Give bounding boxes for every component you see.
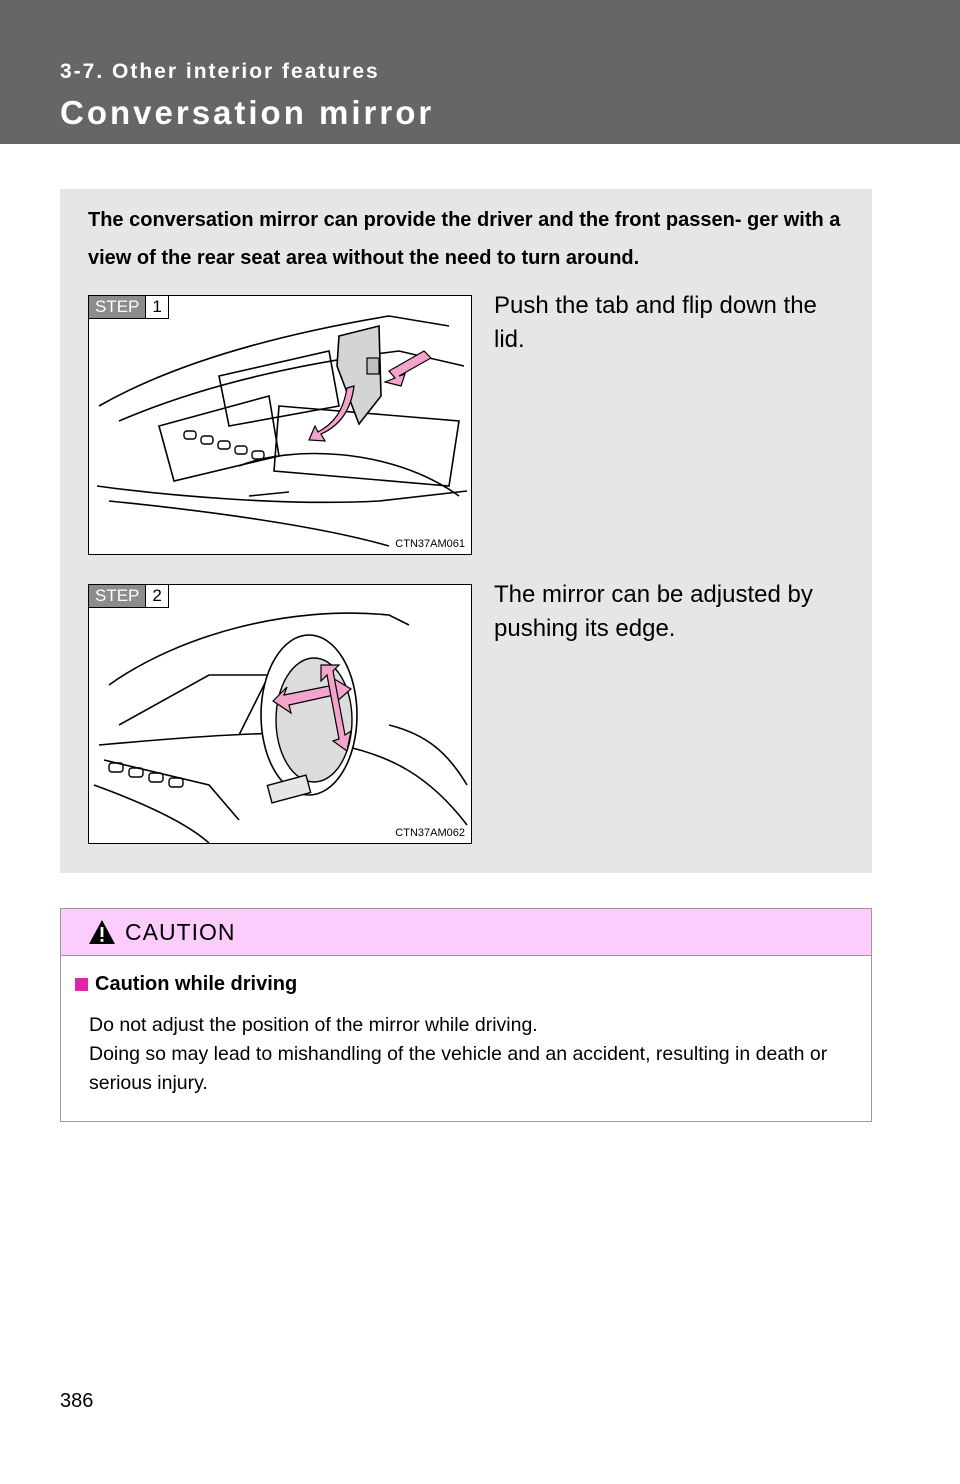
caution-line: Do not adjust the position of the mirror while driving. xyxy=(89,1014,538,1036)
step-1-figure xyxy=(88,295,472,555)
step-2-figure xyxy=(88,584,472,844)
step-label: STEP xyxy=(88,584,146,608)
instruction-panel xyxy=(60,189,872,873)
caution-header xyxy=(61,909,871,956)
caution-title: CAUTION xyxy=(125,918,236,945)
step-number: 1 xyxy=(146,295,168,319)
step-1-badge xyxy=(88,295,169,319)
page-title: Conversation mirror xyxy=(60,94,435,131)
step-2-text: The mirror can be adjusted by pushing its edge. xyxy=(494,581,813,642)
step-number: 2 xyxy=(146,584,168,608)
step-1-text: Push the tab and flip down the lid. xyxy=(494,292,817,353)
overhead-console-illustration xyxy=(89,296,471,554)
mirror-adjust-illustration xyxy=(89,585,471,843)
figure-code: CTN37AM061 xyxy=(395,538,465,550)
step-label: STEP xyxy=(88,295,146,319)
push-arrow-icon xyxy=(385,351,431,386)
step-2-badge xyxy=(88,584,169,608)
caution-box xyxy=(60,908,872,1122)
page-number: 386 xyxy=(60,1390,94,1412)
caution-subheading-text: Caution while driving xyxy=(95,973,298,995)
bullet-square-icon xyxy=(75,978,88,991)
figure-code: CTN37AM062 xyxy=(395,827,465,839)
caution-line: Doing so may lead to mishandling of the vehicle and an accident, resulting in death or serious injury. xyxy=(89,1043,828,1094)
intro-text: The conversation mirror can provide the driver and the front passen- ger with a view of the rear seat area without the need to turn around. xyxy=(88,209,841,269)
warning-triangle-icon xyxy=(87,918,117,946)
section-label: 3-7. Other interior features xyxy=(60,60,380,83)
caution-subheading xyxy=(75,973,297,996)
caution-body xyxy=(89,1011,869,1098)
flip-down-arrow-icon xyxy=(309,386,354,441)
page-header xyxy=(0,0,960,144)
